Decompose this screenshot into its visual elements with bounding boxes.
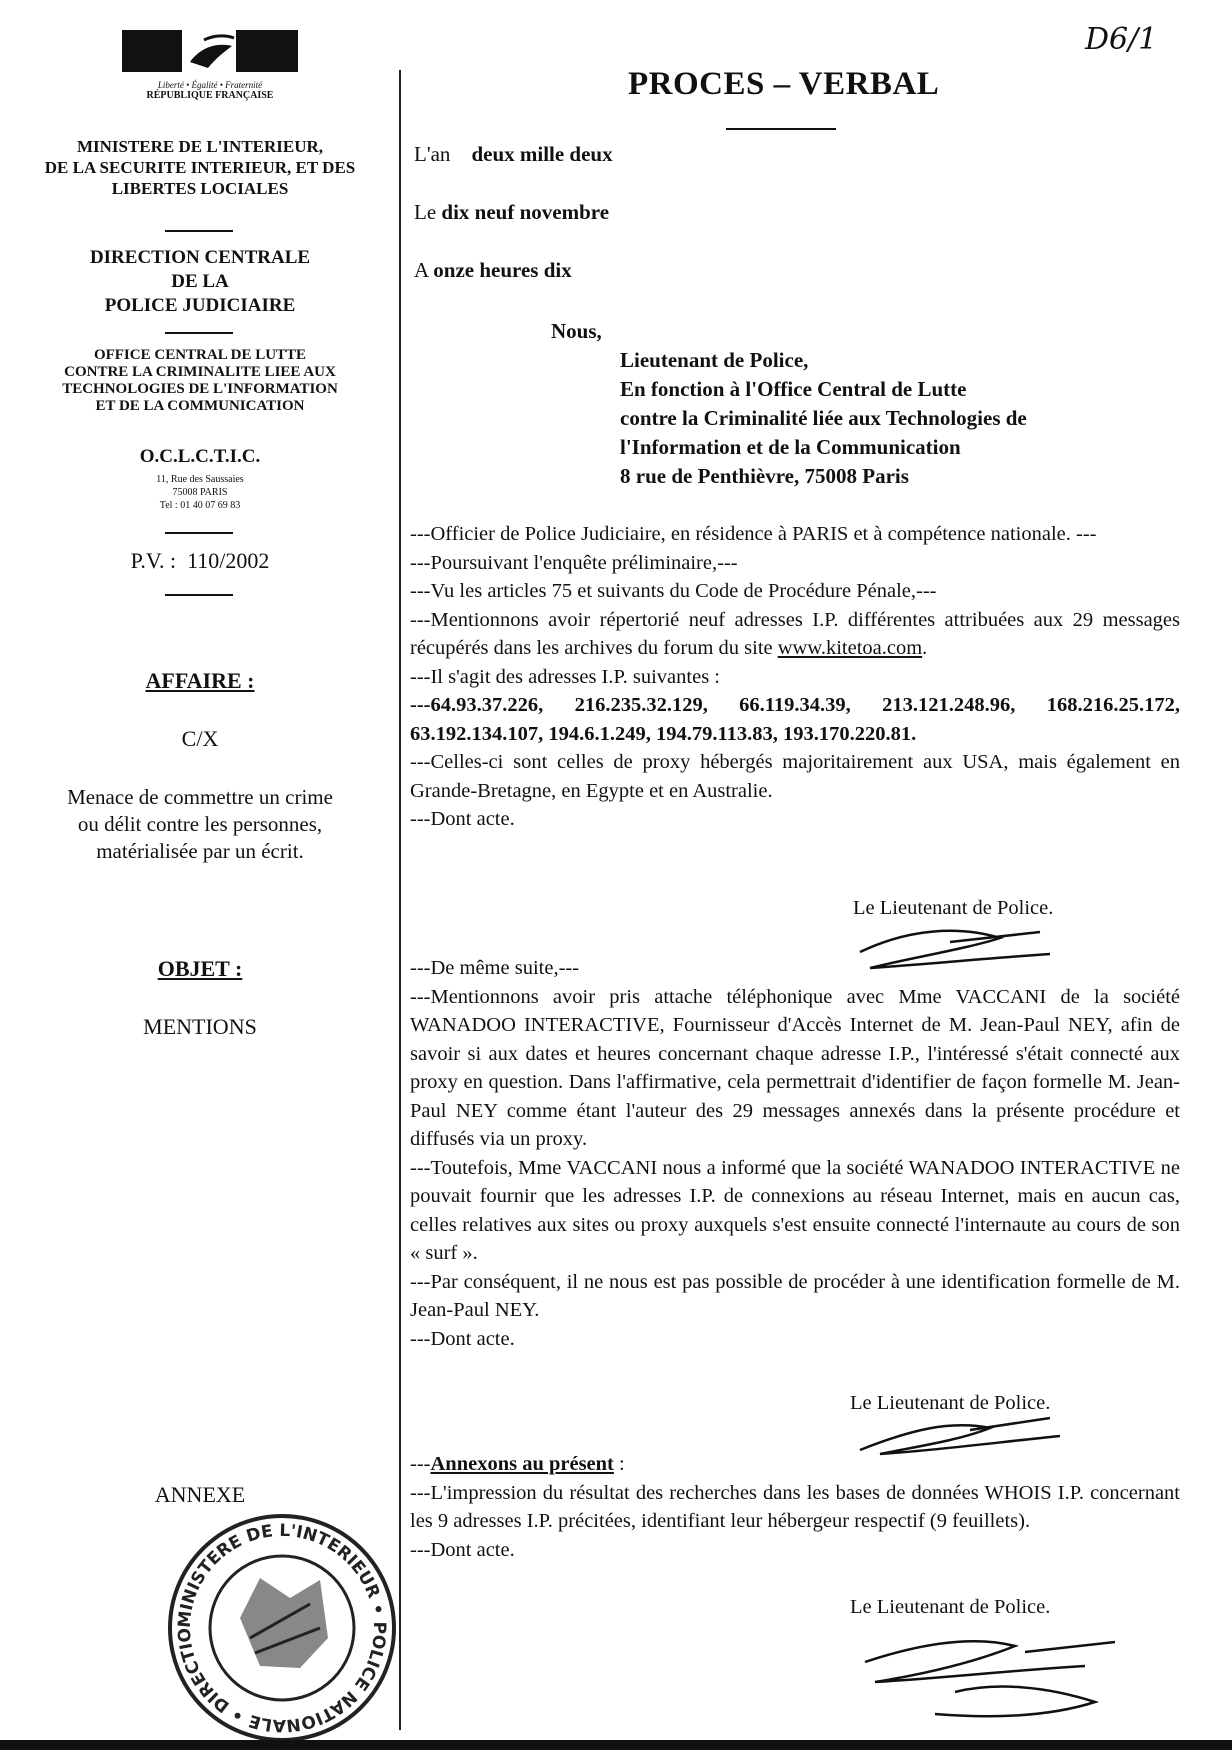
document-date: Le dix neuf novembre <box>414 200 610 224</box>
objet-value: MENTIONS <box>143 1014 257 1039</box>
section-ip-addresses: ---Officier de Police Judiciaire, en résidence à PARIS et à compétence nationale. --- ---Poursuivant l'enquête préliminaire,--- ---Vu les articles 75 et suivants du Code de Procédure Pénale,--- ---Mentionnons avoir répertorié neuf adresses I.P. différentes attribuées aux 29 messages récupérés dans les archives du forum du site www.kitetoa.com. ---Il s'agit des adresses I.P. suivantes : ---64.93.37.226, 216.235.32.129, 66.119.34.39, 213.121.248.96, 168.216.25.172, 63.192.134.107, 194.6.1.249, 194.79.113.83, 193.170.220.81. ---Celles-ci sont celles de proxy hébergés majoritairement aux USA, mais également en Grande-Bretagne, en Egypte et en Australie. ---Dont acte. <box>410 523 1180 830</box>
section-isp-contact: ---De même suite,--- ---Mentionnons avoir pris attache téléphonique avec Mme VACCANI de la société WANADOO INTERACTIVE, Fournisseur d'Accès Internet de M. Jean-Paul NEY, afin de savoir si aux dates et heures concernant chaque adresse I.P., l'intéressé s'était connecté aux proxy en question. Dans l'affirmative, cela permettrait d'identifier de façon formelle M. Jean-Paul NEY comme étant l'auteur des 29 messages annexés dans la présente procédure et diffusés via un proxy. ---Toutefois, Mme VACCANI nous a informé que la société WANADOO INTERACTIVE ne pouvait fournir que les adresses I.P. de connexions au réseau Internet, mais en aucun cas, celles relatives aux sites ou proxy auxquels s'est ensuite connecté l'internaute au cours de son « surf ». ---Par conséquent, il ne nous est pas possible de procéder à une identification formelle de M. Jean-Paul NEY. ---Dont acte. <box>410 957 1180 1350</box>
svg-text:MINISTERE DE L'INTERIEUR • POL: MINISTERE DE L'INTERIEUR • POLICE NATIONALE • DIRECTIO <box>174 1520 390 1736</box>
divider <box>165 594 233 596</box>
office-acronym: O.C.L.C.T.I.C. <box>139 446 261 467</box>
signature-title: Le Lieutenant de Police. <box>853 897 1054 919</box>
page-annotation: D6/1 <box>1085 22 1158 57</box>
divider <box>165 532 233 534</box>
republic-name: RÉPUBLIQUE FRANÇAISE <box>146 90 274 101</box>
divider <box>165 332 233 334</box>
affaire-label: AFFAIRE : <box>145 668 255 693</box>
kitetoa-link[interactable]: www.kitetoa.com <box>777 637 923 659</box>
signature-title: Le Lieutenant de Police. <box>850 1596 1051 1618</box>
official-stamp <box>160 1508 405 1748</box>
officer-block: Lieutenant de Police, En fonction à l'Office Central de Lutte contre la Criminalité liée aux Technologies de l'Information et de la Communication 8 rue de Penthièvre, 75008 Paris <box>620 348 1027 488</box>
marianne-icon <box>120 28 300 74</box>
signature-scribble-icon <box>845 1622 1145 1732</box>
pv-reference: P.V. : 110/2002 <box>130 548 270 573</box>
affaire-value: C/X <box>181 726 219 751</box>
title-underline <box>726 128 836 130</box>
objet-label: OBJET : <box>157 956 243 981</box>
annexe-label: ANNEXE <box>154 1482 246 1507</box>
ip-address-list: ---64.93.37.226, 216.235.32.129, 66.119.34.39, 213.121.248.96, 168.216.25.172, 63.192.134.107, 194.6.1.249, 194.79.113.83, 193.170.220.81. <box>410 694 1180 745</box>
document-time: A onze heures dix <box>414 258 572 282</box>
republique-logo <box>120 28 300 101</box>
direction-heading: DIRECTION CENTRALE DE LA POLICE JUDICIAIRE <box>89 247 311 316</box>
affaire-motif: Menace de commettre un crime ou délit contre les personnes, matérialisée par un écrit. <box>67 785 333 863</box>
divider <box>165 230 233 232</box>
section-annex: ---Annexons au présent : ---L'impression du résultat des recherches dans les bases de données WHOIS I.P. concernant les 9 adresses I.P. précitées, identifiant leur hébergeur respectif (9 feuillets). ---Dont acte. <box>410 1453 1180 1561</box>
ministry-heading: MINISTERE DE L'INTERIEUR, DE LA SECURITE INTERIEUR, ET DES LIBERTES LOCIALES <box>44 137 356 198</box>
document-title: PROCES – VERBAL <box>628 66 940 102</box>
officer-intro: Nous, <box>551 319 602 343</box>
office-address: 11, Rue des Saussaies 75008 PARIS Tel : 01 40 07 69 83 <box>156 474 244 511</box>
document-year: L'an deux mille deux <box>414 142 613 166</box>
scan-edge <box>0 1740 1232 1750</box>
column-divider <box>399 70 401 1730</box>
stamp-seal-icon <box>160 1508 405 1748</box>
republic-motto: Liberté • Égalité • Fraternité <box>157 80 263 90</box>
office-heading: OFFICE CENTRAL DE LUTTE CONTRE LA CRIMINALITE LIEE AUX TECHNOLOGIES DE L'INFORMATION ET DE LA COMMUNICATION <box>62 347 338 414</box>
signature-title: Le Lieutenant de Police. <box>850 1392 1051 1414</box>
